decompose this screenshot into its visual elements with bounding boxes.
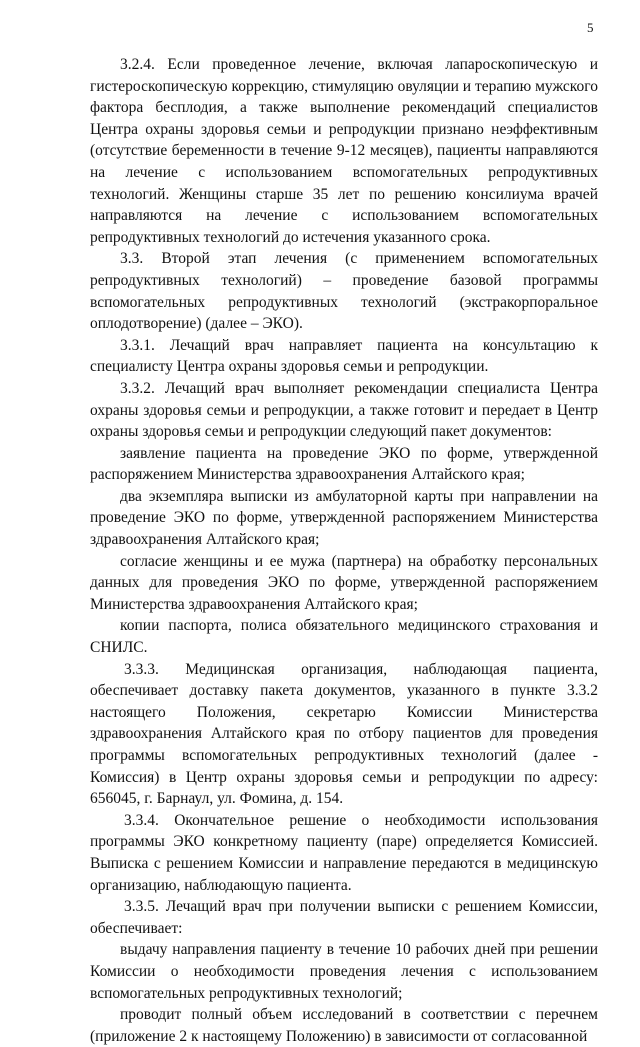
paragraph-3-2-4: 3.2.4. Если проведенное лечение, включая лапароскопическую и гистероскопическую коррекцию, стимуляцию овуляции и терапию мужского фактора бесплодия, а также выполнение рекомендаций специалистов Центра охраны здоровья семьи и репродукции признано неэффективным (отсутствие беременности в течение 9-12 месяцев), пациенты направляются на лечение с использованием вспомогательных репродуктивных технологий. Женщины старше 35 лет по решению консилиума врачей направляются на лечение с использованием вспомогательных репродуктивных технологий до истечения указанного срока.	[90, 56, 598, 246]
list-item-extract-copies: два экземпляра выписки из амбулаторной карты при направлении на проведение ЭКО по форме, утвержденной распоряжением Министерства здравоохранения Алтайского края;	[90, 487, 598, 549]
paragraph-3-3-5: 3.3.5. Лечащий врач при получении выписки с решением Комиссии, обеспечивает:	[90, 898, 598, 937]
page-number: 5	[587, 20, 594, 35]
paragraph-3-3-2: 3.3.2. Лечащий врач выполняет рекомендации специалиста Центра охраны здоровья семьи и репродукции, а также готовит и передает в Центр охраны здоровья семьи и репродукции следующий пакет документов:	[90, 379, 598, 441]
list-item-examinations: проводит полный объем исследований в соответствии с перечнем (приложение 2 к настоящему Положению) в зависимости от согласованной	[90, 1006, 598, 1045]
document-body	[90, 54, 598, 1047]
paragraph-3-3: 3.3. Второй этап лечения (с применением вспомогательных репродуктивных технологий) – проведение базовой программы вспомогательных репродуктивных технологий (экстракорпоральное оплодотворение) (далее – ЭКО).	[90, 250, 598, 333]
list-item-consent: согласие женщины и ее мужа (партнера) на обработку персональных данных для проведения ЭКО по форме, утвержденной распоряжением Министерства здравоохранения Алтайского края;	[90, 552, 598, 613]
paragraph-3-3-1: 3.3.1. Лечащий врач направляет пациента на консультацию к специалисту Центра охраны здоровья семьи и репродукции.	[90, 336, 598, 376]
list-item-referral: выдачу направления пациенту в течение 10 рабочих дней при решении Комиссии о необходимости проведения лечения с использованием вспомогательных репродуктивных технологий;	[90, 941, 598, 1002]
paragraph-3-3-4: 3.3.4. Окончательное решение о необходимости использования программы ЭКО конкретному пациенту (паре) определяется Комиссией. Выписка с решением Комиссии и направление передаются в медицинскую организацию, наблюдающую пациента.	[90, 811, 598, 894]
list-item-application: заявление пациента на проведение ЭКО по форме, утвержденной распоряжением Министерства здравоохранения Алтайского края;	[90, 444, 598, 484]
list-item-passport-copies: копии паспорта, полиса обязательного медицинского страхования и СНИЛС.	[90, 617, 598, 657]
paragraph-3-3-3: 3.3.3. Медицинская организация, наблюдающая пациента, обеспечивает доставку пакета документов, указанного в пункте 3.3.2 настоящего Положения, секретарю Комиссии Министерства здравоохранения Алтайского края по отбору пациентов для проведения программы вспомогательных репродуктивных технологий (далее - Комиссия) в Центр охраны здоровья семьи и репродукции по адресу: 656045, г. Барнаул, ул. Фомина, д. 154.	[90, 660, 598, 808]
